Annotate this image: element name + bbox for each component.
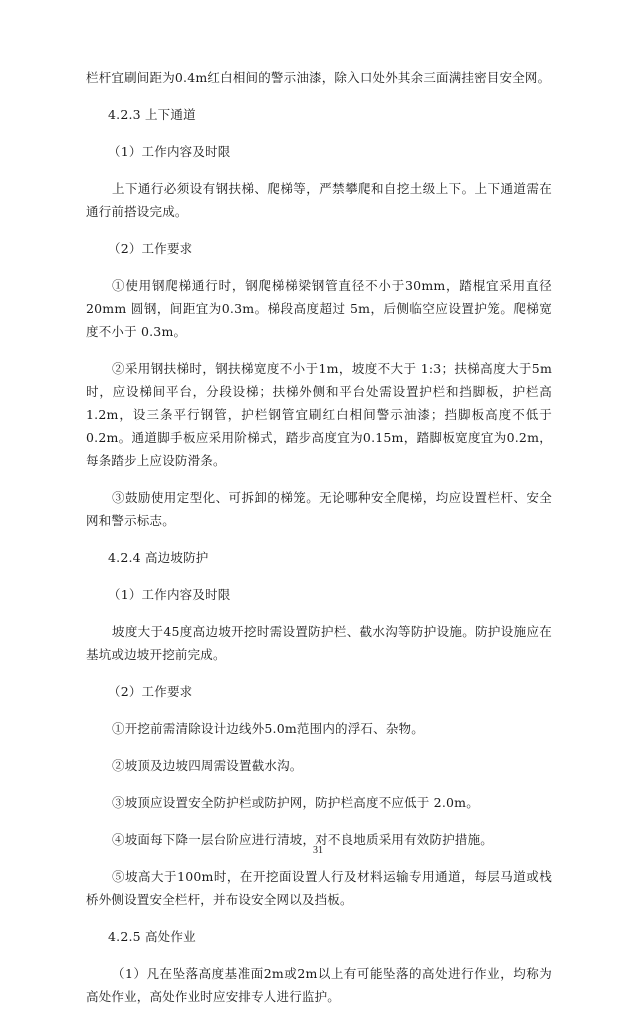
- paragraph: ⑤坡高大于100m时，在开挖面设置人行及材料运输专用通道，每层马道或栈桥外侧设置安全栏杆，并布设安全网以及挡板。: [86, 869, 552, 907]
- paragraph: ①开挖前需清除设计边线外5.0m范围内的浮石、杂物。: [112, 721, 424, 736]
- subsection-heading: （1）工作内容及时限: [108, 587, 231, 602]
- subsection-heading: （2）工作要求: [108, 684, 193, 699]
- paragraph: ②坡顶及边坡四周需设置截水沟。: [112, 758, 303, 773]
- paragraph: ④坡面每下降一层台阶应进行清坡，对不良地质采用有效防护措施。: [112, 832, 494, 847]
- paragraph: 上下通行必须设有钢扶梯、爬梯等，严禁攀爬和自挖土级上下。上下通道需在通行前搭设完成。: [86, 181, 552, 219]
- section-heading: 4.2.4 高边坡防护: [108, 550, 209, 565]
- document-body: [86, 66, 552, 1022]
- paragraph: ①使用钢爬梯通行时，钢爬梯梯梁钢管直径不小于30mm，踏棍宜采用直径 20mm 圆钢，间距宜为0.3m。梯段高度超过 5m，后侧临空应设置护笼。爬梯宽度不小于 0.3m。: [86, 278, 552, 339]
- subsection-heading: （2）工作要求: [108, 241, 193, 256]
- section-heading: 4.2.5 高处作业: [108, 929, 196, 944]
- paragraph: ③鼓励使用定型化、可拆卸的梯笼。无论哪种安全爬梯，均应设置栏杆、安全网和警示标志。: [86, 490, 552, 528]
- paragraph: ②采用钢扶梯时，钢扶梯宽度不小于1m，坡度不大于 1:3；扶梯高度大于5m时，应设梯间平台，分段设梯；扶梯外侧和平台处需设置护栏和挡脚板，护栏高1.2m，设三条平行钢管，护栏钢管宜刷红白相间警示油漆；挡脚板高度不低于0.2m。通道脚手板应采用阶梯式，踏步高度宜为0.15m，踏脚板宽度宜为0.2m，每条踏步上应设防滑条。: [86, 361, 552, 468]
- paragraph: 栏杆宜刷间距为0.4m红白相间的警示油漆，除入口处外其余三面满挂密目安全网。: [86, 70, 551, 85]
- page-number: 31: [313, 845, 323, 856]
- paragraph: ③坡顶应设置安全防护栏或防护网，防护栏高度不应低于 2.0m。: [112, 795, 479, 810]
- paragraph: （1）凡在坠落高度基准面2m或2m以上有可能坠落的高处进行作业，均称为高处作业，高处作业时应安排专人进行监护。: [86, 966, 552, 1004]
- section-heading: 4.2.3 上下通道: [108, 107, 196, 122]
- subsection-heading: （1）工作内容及时限: [108, 144, 231, 159]
- paragraph: 坡度大于45度高边坡开挖时需设置防护栏、截水沟等防护设施。防护设施应在基坑或边坡开挖前完成。: [86, 624, 552, 662]
